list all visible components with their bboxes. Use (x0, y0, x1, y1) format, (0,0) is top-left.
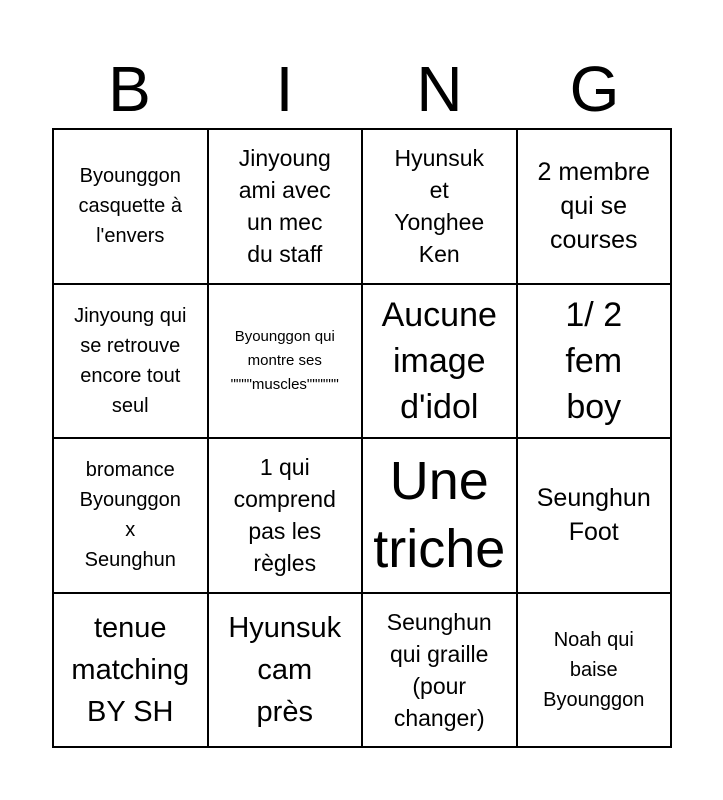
cell-text: Noah qui baise Byounggon (543, 628, 645, 711)
cell-text: Hyunsuk et Yonghee Ken (394, 145, 485, 268)
bingo-cell-r0-c0[interactable] (54, 130, 209, 285)
cell-text: Hyunsuk cam près (228, 611, 342, 728)
bingo-cell-r3-c1[interactable] (209, 594, 364, 749)
bingo-grid (52, 128, 672, 748)
cell-text: 1 qui comprend pas les règles (233, 454, 336, 577)
cell-text: Une triche (373, 451, 506, 580)
cell-text: 2 membre qui se courses (537, 158, 651, 255)
bingo-cell-r0-c3[interactable] (518, 130, 673, 285)
bingo-cell-r2-c2[interactable] (363, 439, 518, 594)
cell-text: Jinyoung qui se retrouve encore tout seul (74, 304, 187, 417)
header-letter-g: G (569, 53, 620, 125)
bingo-cell-r0-c2[interactable] (363, 130, 518, 285)
cell-text: Seunghun qui graille (pour changer) (386, 608, 492, 731)
cell-text: tenue matching BY SH (71, 611, 190, 728)
bingo-cell-r2-c0[interactable] (54, 439, 209, 594)
cell-text: Byounggon qui montre ses """"muscles"""""" (230, 327, 339, 393)
cell-text: Byounggon casquette à l'envers (78, 165, 182, 248)
bingo-cell-r0-c1[interactable] (209, 130, 364, 285)
cell-text: Aucune image d'idol (381, 295, 497, 426)
bingo-cell-r2-c3[interactable] (518, 439, 673, 594)
header-letter-b: B (108, 53, 151, 125)
bingo-cell-r1-c2[interactable] (363, 285, 518, 440)
bingo-cell-r1-c3[interactable] (518, 285, 673, 440)
cell-text: 1/ 2 fem boy (565, 295, 623, 426)
bingo-cell-r1-c1[interactable] (209, 285, 364, 440)
bingo-cell-r3-c0[interactable] (54, 594, 209, 749)
bingo-cell-r2-c1[interactable] (209, 439, 364, 594)
bingo-cell-r1-c0[interactable] (54, 285, 209, 440)
cell-text: bromance Byounggon x Seunghun (79, 459, 181, 572)
cell-text: Jinyoung ami avec un mec du staff (238, 145, 331, 268)
bingo-cell-r3-c2[interactable] (363, 594, 518, 749)
bingo-header (52, 50, 672, 128)
bingo-cell-r3-c3[interactable] (518, 594, 673, 749)
header-letter-n: N (416, 53, 463, 125)
cell-text: Seunghun Foot (536, 484, 651, 547)
header-letter-i: I (275, 53, 294, 125)
